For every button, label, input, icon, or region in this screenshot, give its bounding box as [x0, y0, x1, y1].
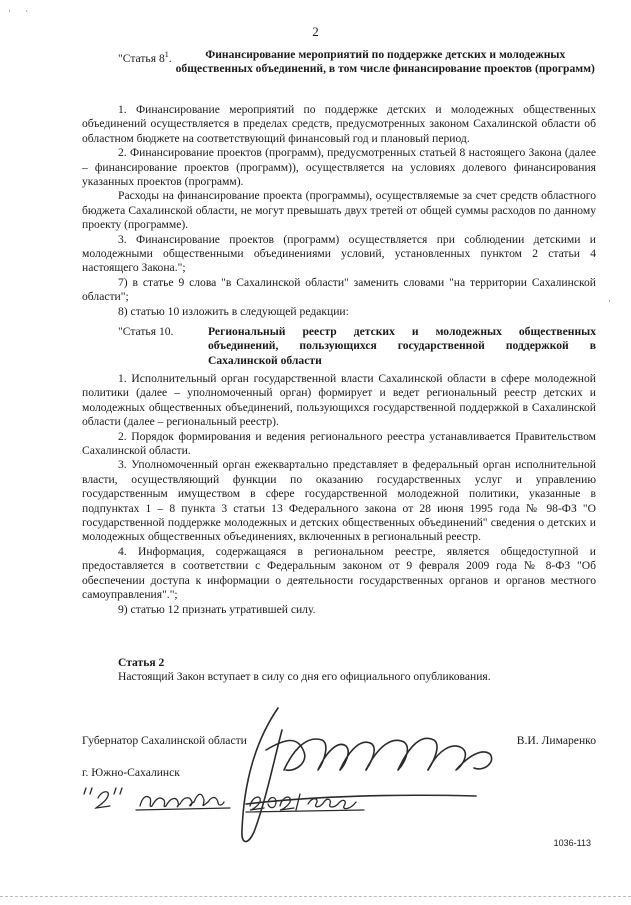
article-10-header — [82, 325, 596, 368]
handwritten-date — [80, 784, 370, 823]
scan-speck: · — [608, 296, 611, 306]
scan-corner-marks: · · — [8, 6, 35, 16]
handwritten-signature — [226, 700, 516, 855]
scan-bottom-edge — [0, 896, 631, 900]
paragraph: 1. Финансирование мероприятий по поддержке детских и молодежных общественных объединений осуществляется в пределах средств, предусмотренных законом Сахалинской области об областном бюджете на соответствующий финансовый год и плановый период. — [82, 103, 596, 145]
paragraph: 3. Финансирование проектов (программ) осуществляется при соблюдении детскими и молодежными общественными объединениями условий, установленных пунктом 2 статьи 4 настоящего Закона."; — [82, 232, 596, 275]
paragraph: 1. Исполнительный орган государственной власти Сахалинской области в сфере молодежной политики (далее – уполномоченный орган) формирует и ведет региональный реестр детских и молодежных общественных объединений, пользующихся государственной поддержкой в Сахалинской области (далее – региональный реестр). — [82, 372, 596, 429]
governor-name: В.И. Лимаренко — [516, 734, 596, 747]
paragraph: 2. Порядок формирования и ведения регионального реестра устанавливается Правительством Сахалинской области. — [82, 429, 596, 458]
article-2 — [82, 656, 596, 685]
article-8-1-label: "Статья $8^1$. — [118, 50, 172, 65]
document-number: 1036-113 — [553, 838, 591, 848]
article-8-1-title: Финансирование мероприятий по поддержке детских и молодежных общественных объединений, в том числе финансирование проектов (программ) — [175, 48, 595, 76]
article-10-label: "Статья 10. — [118, 325, 174, 338]
paragraph: 4. Информация, содержащаяся в региональном реестре, является общедоступной и предоставляется в соответствии с Федеральным законом от 9 февраля 2009 года № 8-ФЗ "Об обеспечении доступа к информации о деятельности государственных органов и органов местного самоуправления"."; — [82, 544, 596, 602]
governor-position: Губернатор Сахалинской области — [82, 734, 247, 747]
amendment-item-7: 7) в статье 9 слова "в Сахалинской области" заменить словами "на территории Сахалинской области"; — [82, 275, 596, 304]
paragraph: Расходы на финансирование проекта (программы), осуществляемые за счет средств областного бюджета Сахалинской области, не могут превышать двух третей от общей суммы расходов по данному проекту (программе). — [82, 189, 596, 232]
article-8-1-body — [82, 103, 596, 319]
amendment-item-8: 8) статью 10 изложить в следующей редакции: — [118, 304, 349, 318]
page-number: 2 — [312, 24, 319, 39]
article-10-body — [82, 372, 596, 617]
paragraph: 2. Финансирование проектов (программ), предусмотренных статьей 8 настоящего Закона (далее – финансирование проектов (программ)), осуществляется на условиях долевого финансирования указанных проектов (программ). — [82, 146, 596, 189]
article-2-text: Настоящий Закон вступает в силу со дня его официального опубликования. — [118, 670, 491, 684]
article-2-heading: Статья 2 — [118, 656, 165, 669]
article-10-title: Региональный реестр детских и молодежных общественных объединений, пользующихся государственной поддержкой в Сахалинской области — [208, 325, 596, 367]
paragraph: 3. Уполномоченный орган ежеквартально представляет в федеральный орган исполнительной власти, осуществляющий функции по оказанию государственных услуг и управлению государственным имуществом в сфере государственной молодежной политики, указанные в подпунктах 1 – 8 пункта 3 статьи 13 Федерального закона от 28 июня 1995 года № 98-ФЗ "О государственной поддержке молодежных и детских общественных объединений" сведения о детских и молодежных общественных объединениях, включенных в региональный реестр. — [82, 458, 596, 544]
handwritten-date-drawing — [80, 784, 370, 818]
amendment-item-9: 9) статью 12 признать утратившей силу. — [118, 602, 316, 616]
city: г. Южно-Сахалинск — [82, 766, 180, 779]
article-8-1-header — [82, 48, 596, 77]
